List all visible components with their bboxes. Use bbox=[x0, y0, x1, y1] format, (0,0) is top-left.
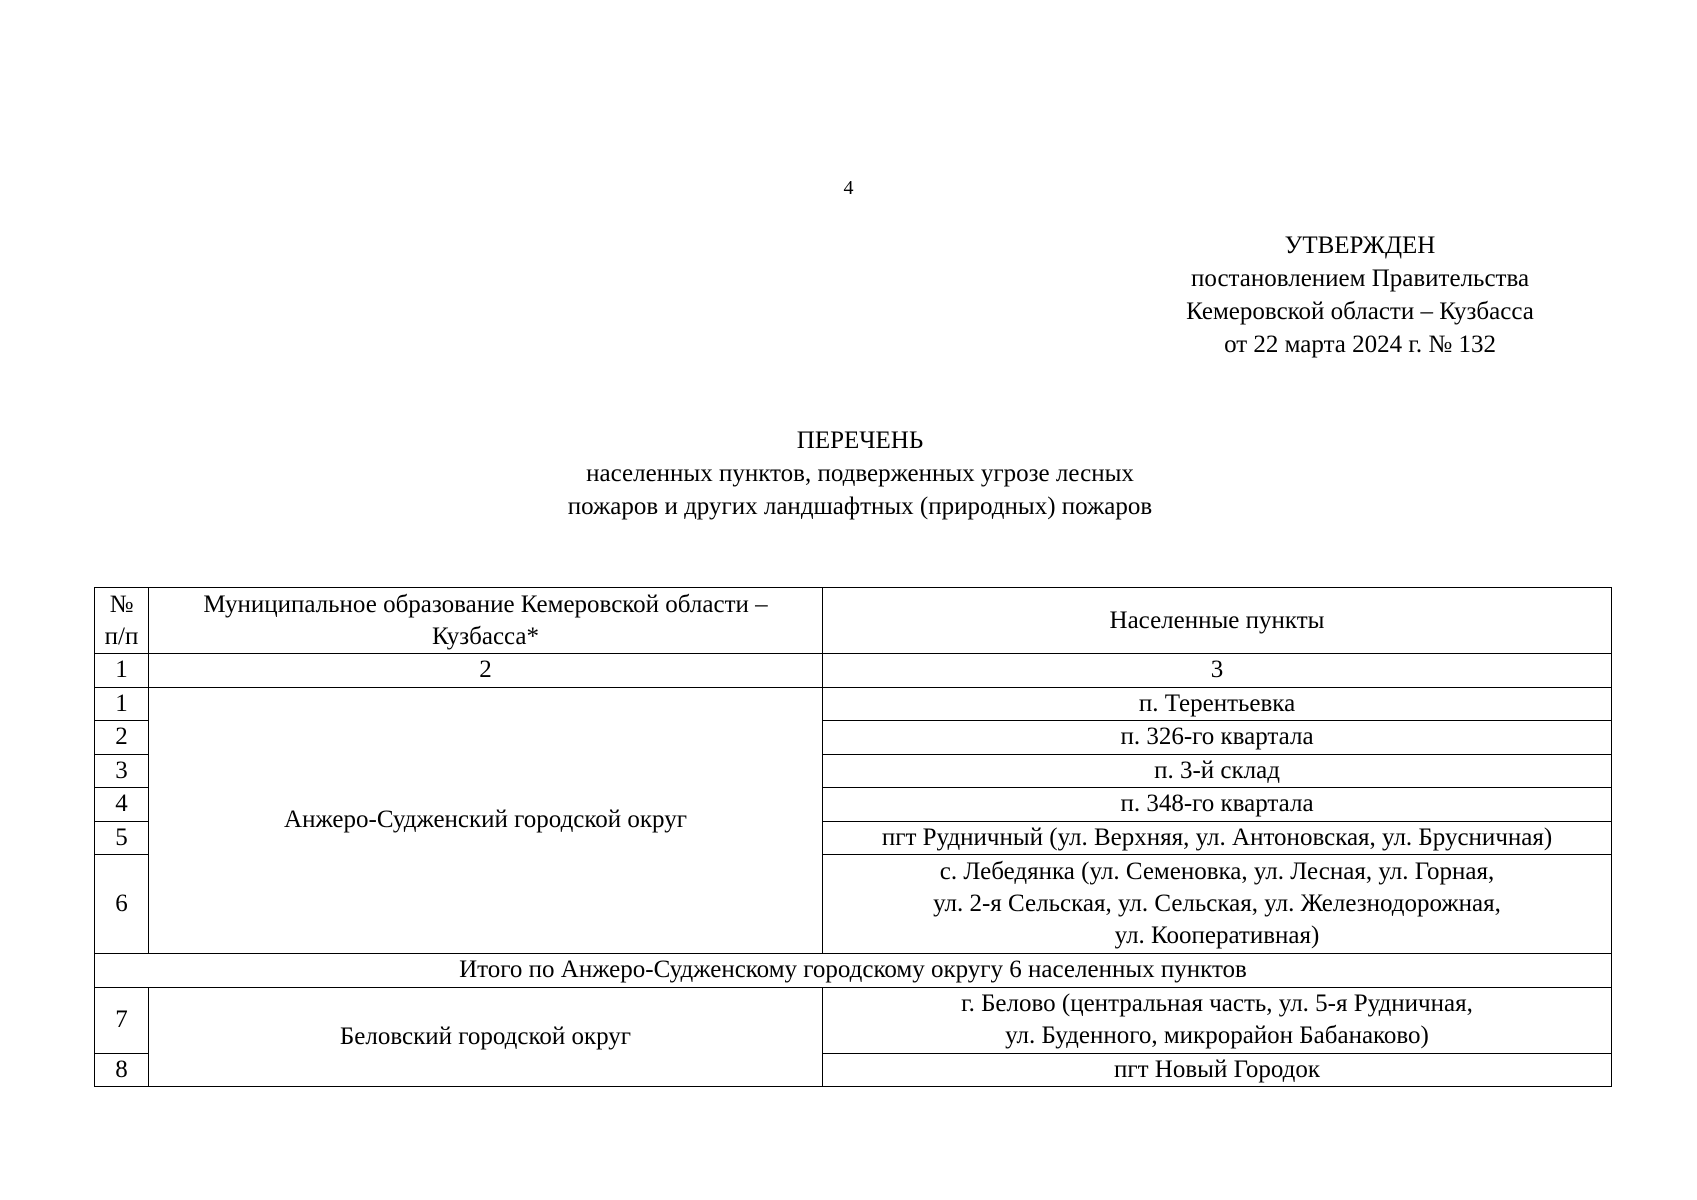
document-title: ПЕРЕЧЕНЬ bbox=[796, 427, 924, 454]
column-number-cell: 2 bbox=[149, 654, 823, 688]
column-number-cell: 1 bbox=[95, 654, 149, 688]
page-number: 4 bbox=[843, 177, 854, 199]
settlement-cell bbox=[823, 855, 1612, 954]
table-row bbox=[95, 687, 1612, 721]
document-heading bbox=[460, 424, 1260, 523]
approval-line: Кемеровской области – Кузбасса bbox=[1186, 298, 1534, 325]
row-number-cell: 7 bbox=[95, 987, 149, 1053]
row-number-cell: 1 bbox=[95, 687, 149, 721]
header-number-cell bbox=[95, 588, 149, 654]
settlement-cell: п. 348-го квартала bbox=[823, 788, 1612, 822]
settlement-cell: п. Терентьевка bbox=[823, 687, 1612, 721]
document-subtitle-line: пожаров и других ландшафтных (природных) пожаров bbox=[567, 493, 1153, 520]
document-subtitle-line: населенных пунктов, подверженных угрозе лесных bbox=[586, 460, 1134, 487]
settlement-cell: п. 326-го квартала bbox=[823, 721, 1612, 755]
header-municipality-line: Кузбасса* bbox=[431, 622, 540, 650]
settlement-line: ул. 2-я Сельская, ул. Сельская, ул. Железнодорожная, bbox=[933, 890, 1501, 917]
settlement-cell: пгт Новый Городок bbox=[823, 1053, 1612, 1087]
approval-line: УТВЕРЖДЕН bbox=[1284, 232, 1436, 259]
settlements-table bbox=[94, 587, 1612, 1087]
approval-line: постановлением Правительства bbox=[1190, 265, 1530, 292]
settlement-line: с. Лебедянка (ул. Семеновка, ул. Лесная, ул. Горная, bbox=[939, 858, 1495, 885]
column-numbers-row bbox=[95, 654, 1612, 688]
header-settlements-cell: Населенные пункты bbox=[823, 588, 1612, 654]
municipality-cell: Анжеро-Судженский городской округ bbox=[149, 687, 823, 954]
settlement-line: ул. Кооперативная) bbox=[1114, 922, 1320, 949]
settlement-cell bbox=[823, 987, 1612, 1053]
settlement-cell: пгт Рудничный (ул. Верхняя, ул. Антоновская, ул. Брусничная) bbox=[823, 821, 1612, 855]
row-number-cell: 5 bbox=[95, 821, 149, 855]
row-number-cell: 8 bbox=[95, 1053, 149, 1087]
settlement-cell: п. 3-й склад bbox=[823, 754, 1612, 788]
header-municipality-line: Муниципальное образование Кемеровской области – bbox=[203, 590, 768, 618]
municipality-cell: Беловский городской округ bbox=[149, 987, 823, 1087]
row-number-cell: 2 bbox=[95, 721, 149, 755]
table-row bbox=[95, 987, 1612, 1053]
settlement-line: ул. Буденного, микрорайон Бабанаково) bbox=[1005, 1022, 1429, 1049]
header-number-line: № bbox=[109, 590, 134, 618]
approval-line: от 22 марта 2024 г. № 132 bbox=[1224, 331, 1496, 358]
row-number-cell: 3 bbox=[95, 754, 149, 788]
header-municipality-cell bbox=[149, 588, 823, 654]
total-row bbox=[95, 954, 1612, 988]
row-number-cell: 4 bbox=[95, 788, 149, 822]
row-number-cell: 6 bbox=[95, 855, 149, 954]
settlement-line: г. Белово (центральная часть, ул. 5-я Рудничная, bbox=[961, 990, 1473, 1017]
header-number-line: п/п bbox=[104, 622, 139, 650]
total-cell: Итого по Анжеро-Судженскому городскому округу 6 населенных пунктов bbox=[95, 954, 1612, 988]
column-number-cell: 3 bbox=[823, 654, 1612, 688]
table-header-row bbox=[95, 588, 1612, 654]
approval-stamp bbox=[1120, 229, 1600, 361]
